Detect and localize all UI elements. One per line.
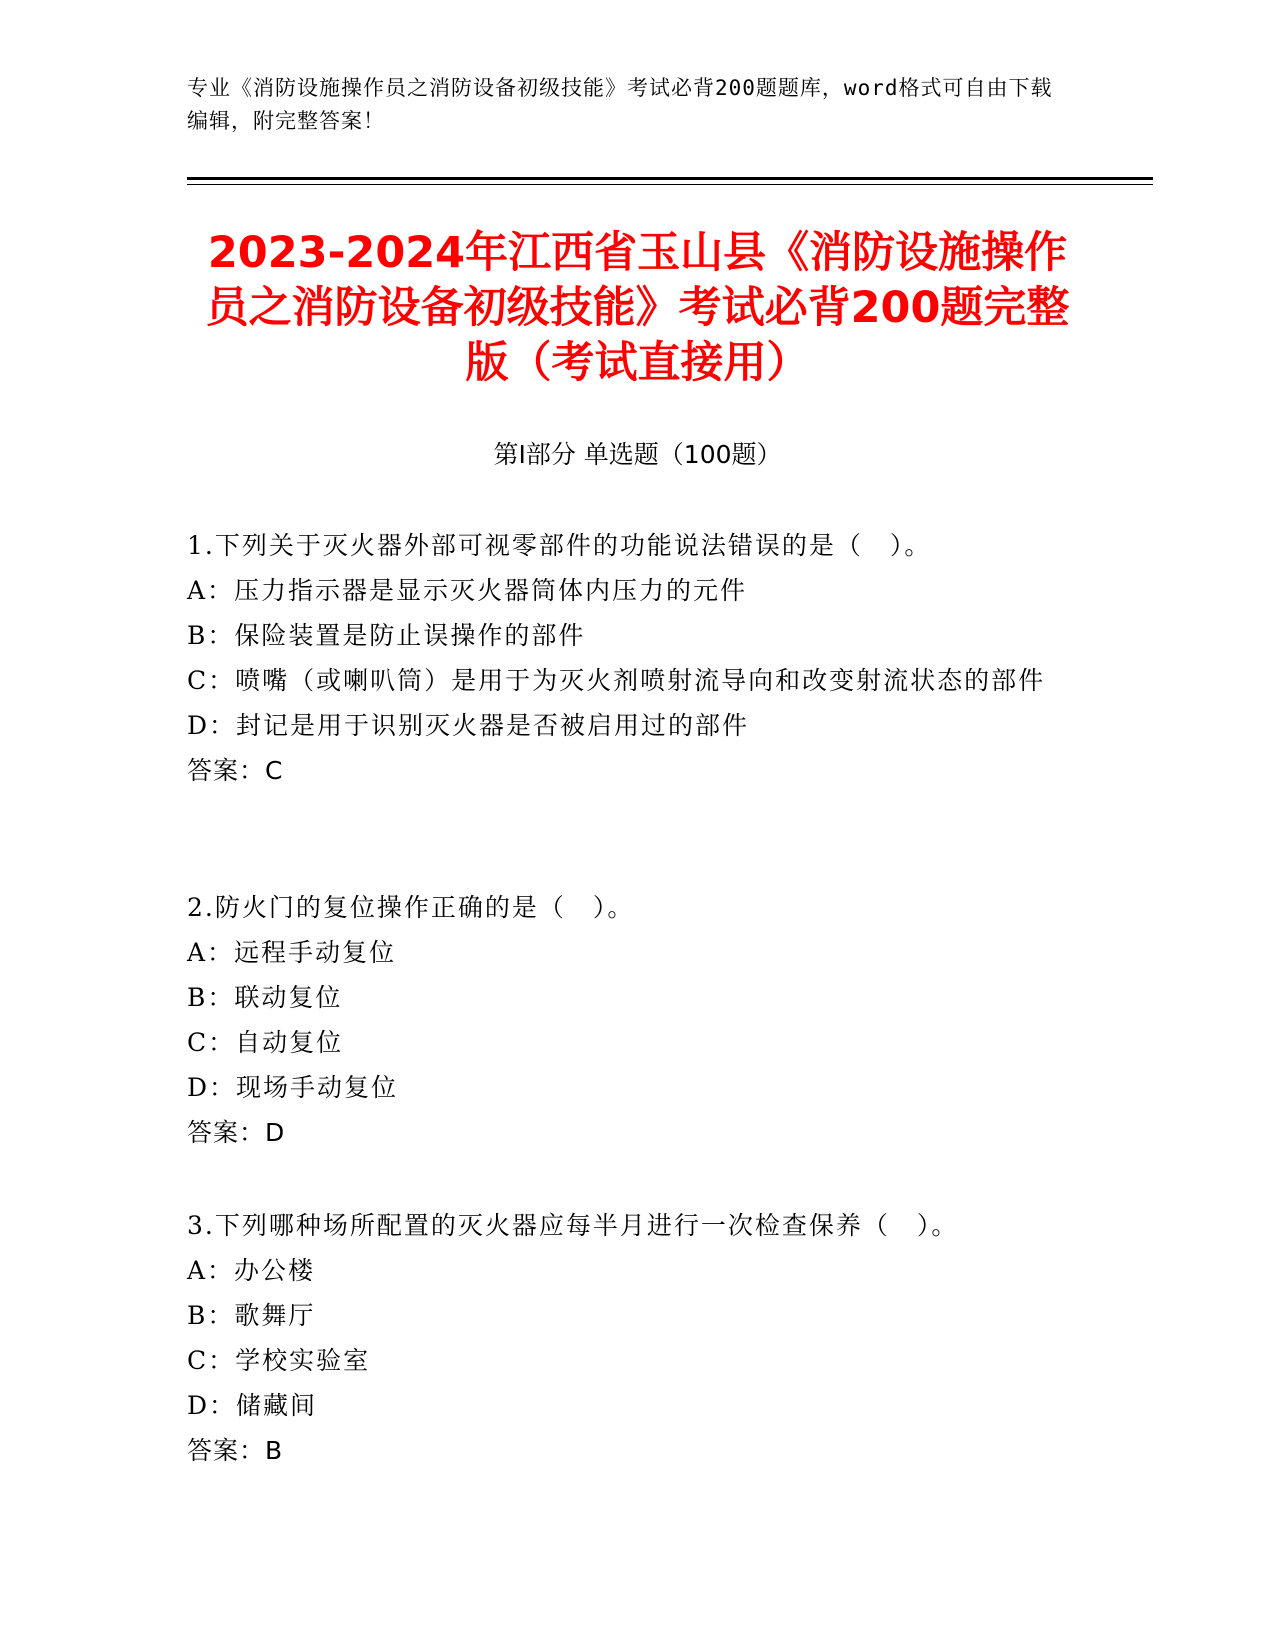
answer: 答案：B <box>187 1436 284 1465</box>
header-note: 专业《消防设施操作员之消防设备初级技能》考试必背200题题库，word格式可自由下载编辑，附完整答案！ <box>187 76 1053 133</box>
option-c: C：喷嘴（或喇叭筒）是用于为灭火剂喷射流导向和改变射流状态的部件 <box>187 666 1046 695</box>
question-1 <box>187 523 1067 793</box>
question-stem: 3.下列哪种场所配置的灭火器应每半月进行一次检查保养（ ）。 <box>187 1211 959 1240</box>
answer: 答案：D <box>187 1118 286 1147</box>
option-b: B：歌舞厅 <box>187 1301 316 1330</box>
document-title: 2023-2024年江西省玉山县《消防设施操作员之消防设备初级技能》考试必背200题完整版（考试直接用） <box>205 228 1070 388</box>
option-a: A：远程手动复位 <box>187 938 397 967</box>
answer: 答案：C <box>187 756 284 785</box>
option-c: C：学校实验室 <box>187 1346 371 1375</box>
option-c: C：自动复位 <box>187 1028 344 1057</box>
question-2 <box>187 885 1067 1155</box>
option-d: D：现场手动复位 <box>187 1073 399 1102</box>
section-heading: 第Ⅰ部分 单选题（100题） <box>493 440 782 469</box>
option-d: D：封记是用于识别灭火器是否被启用过的部件 <box>187 711 750 740</box>
header-divider-thin <box>187 184 1153 185</box>
option-b: B：联动复位 <box>187 983 343 1012</box>
option-a: A：压力指示器是显示灭火器筒体内压力的元件 <box>187 576 748 605</box>
question-stem: 2.防火门的复位操作正确的是（ ）。 <box>187 893 635 922</box>
header-divider-thick <box>187 177 1153 180</box>
option-a: A：办公楼 <box>187 1256 316 1285</box>
question-stem: 1.下列关于灭火器外部可视零部件的功能说法错误的是（ ）。 <box>187 531 932 560</box>
question-3 <box>187 1203 1067 1473</box>
option-d: D：储藏间 <box>187 1391 318 1420</box>
option-b: B：保险装置是防止误操作的部件 <box>187 621 586 650</box>
